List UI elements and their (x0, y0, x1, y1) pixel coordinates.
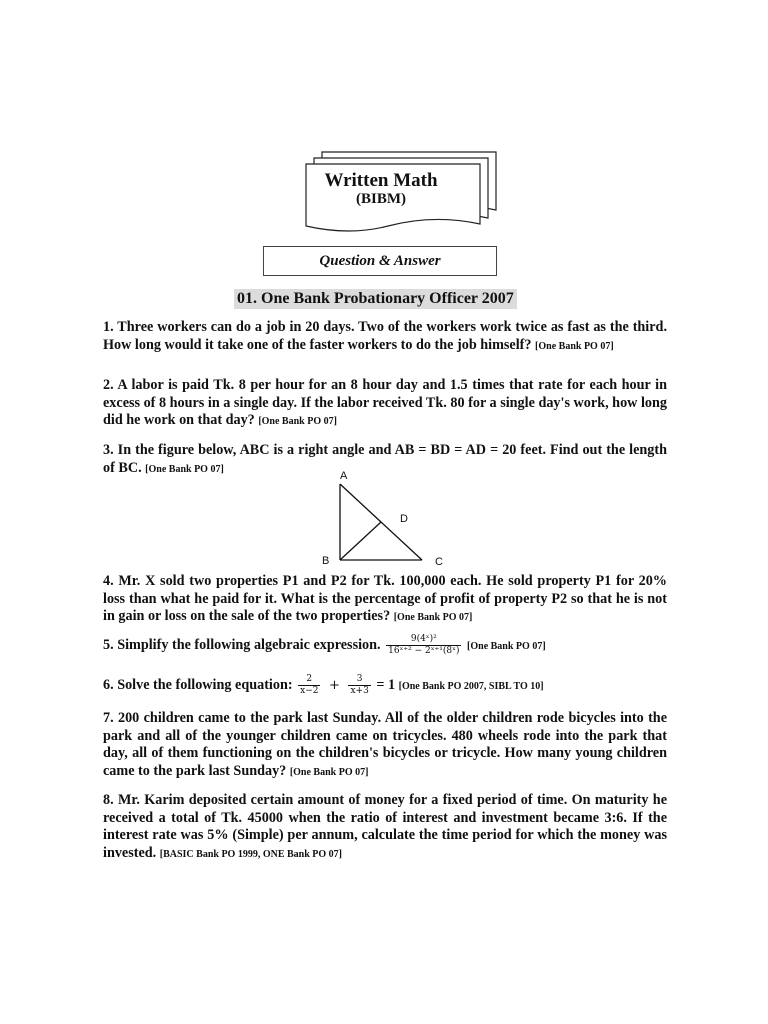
question-text: 8. Mr. Karim deposited certain amount of money for a fixed period of time. On maturity he received a total of Tk. 45000 when the ratio of interest and investment became 3:6. If the interest rate was 5% (Simple) per annum, calculate the time period for which the money was invested. (103, 792, 667, 861)
question-text: 6. Solve the following equation: (103, 676, 293, 693)
expression-fraction (386, 634, 461, 657)
question-2 (103, 377, 667, 431)
card-title: Written Math (324, 170, 438, 191)
title-card (300, 150, 500, 238)
question-source: [One Bank PO 07] (289, 766, 369, 778)
question-text: 3. In the figure below, ABC is a right angle and AB = BD = AD = 20 feet. Find out the length of BC. (103, 442, 667, 476)
label-d: D (400, 513, 408, 525)
question-answer-banner: Question & Answer (263, 246, 497, 276)
fraction-2 (348, 674, 370, 697)
question-5 (103, 634, 667, 657)
fraction-1-numerator: 2 (298, 674, 320, 686)
fraction-1-denominator: x−2 (300, 686, 319, 696)
section-heading: 01. One Bank Probationary Officer 2007 (234, 289, 517, 309)
fraction-2-denominator: x+3 (350, 686, 369, 696)
question-source: [One Bank PO 07] (393, 612, 473, 624)
question-source: [BASIC Bank PO 1999, ONE Bank PO 07] (159, 848, 343, 860)
label-a: A (340, 470, 348, 482)
question-text: 5. Simplify the following algebraic expression. (103, 636, 381, 653)
segment-bd (340, 522, 381, 560)
plus-sign: + (329, 677, 340, 693)
question-text: 4. Mr. X sold two properties P1 and P2 for Tk. 100,000 each. He sold property P1 for 20% loss than what he paid for it. What is the percentage of profit of property P2 so that he is not in gain or loss on the sale of the two properties? (103, 573, 667, 625)
question-4 (103, 573, 667, 627)
question-source: [One Bank PO 07] (467, 640, 546, 652)
question-source: [One Bank PO 07] (145, 463, 224, 475)
question-source: [One Bank PO 07] (535, 340, 614, 352)
question-text: 7. 200 children came to the park last Sunday. All of the older children rode bicycles into the park and all of the younger children came on tricycles. 480 wheels rode into the park that day, all of them functioning on the children's bicycles or tricycle. How many young children came to the park last Sunday? (103, 710, 667, 779)
fraction-2-numerator: 3 (348, 674, 370, 686)
label-b: B (322, 555, 330, 567)
question-source: [One Bank PO 07] (258, 416, 337, 428)
card-subtitle: (BIBM) (356, 191, 406, 207)
question-8 (103, 792, 667, 863)
triangle-figure (310, 468, 470, 574)
equals-one: = 1 (376, 676, 396, 693)
question-text: 2. A labor is paid Tk. 8 per hour for an 8 hour day and 1.5 times that rate for each hour in excess of 8 hours in a single day. If the labor received Tk. 80 for a single day's work, how long did he work on that day? (103, 377, 667, 429)
fraction-1 (298, 674, 320, 697)
question-6 (103, 674, 667, 697)
label-c: C (435, 556, 443, 568)
question-source: [One Bank PO 2007, SIBL TO 10] (398, 680, 544, 692)
question-text: 1. Three workers can do a job in 20 days. Two of the workers work twice as fast as the third. How long would it take one of the faster workers to do the job himself? (103, 319, 667, 353)
expression-numerator: 9(4ˣ)² (386, 634, 461, 646)
expression-denominator: 16ˣ⁺² − 2ˣ⁺¹(8ˣ) (388, 646, 460, 656)
question-1 (103, 319, 667, 355)
question-7 (103, 710, 667, 781)
